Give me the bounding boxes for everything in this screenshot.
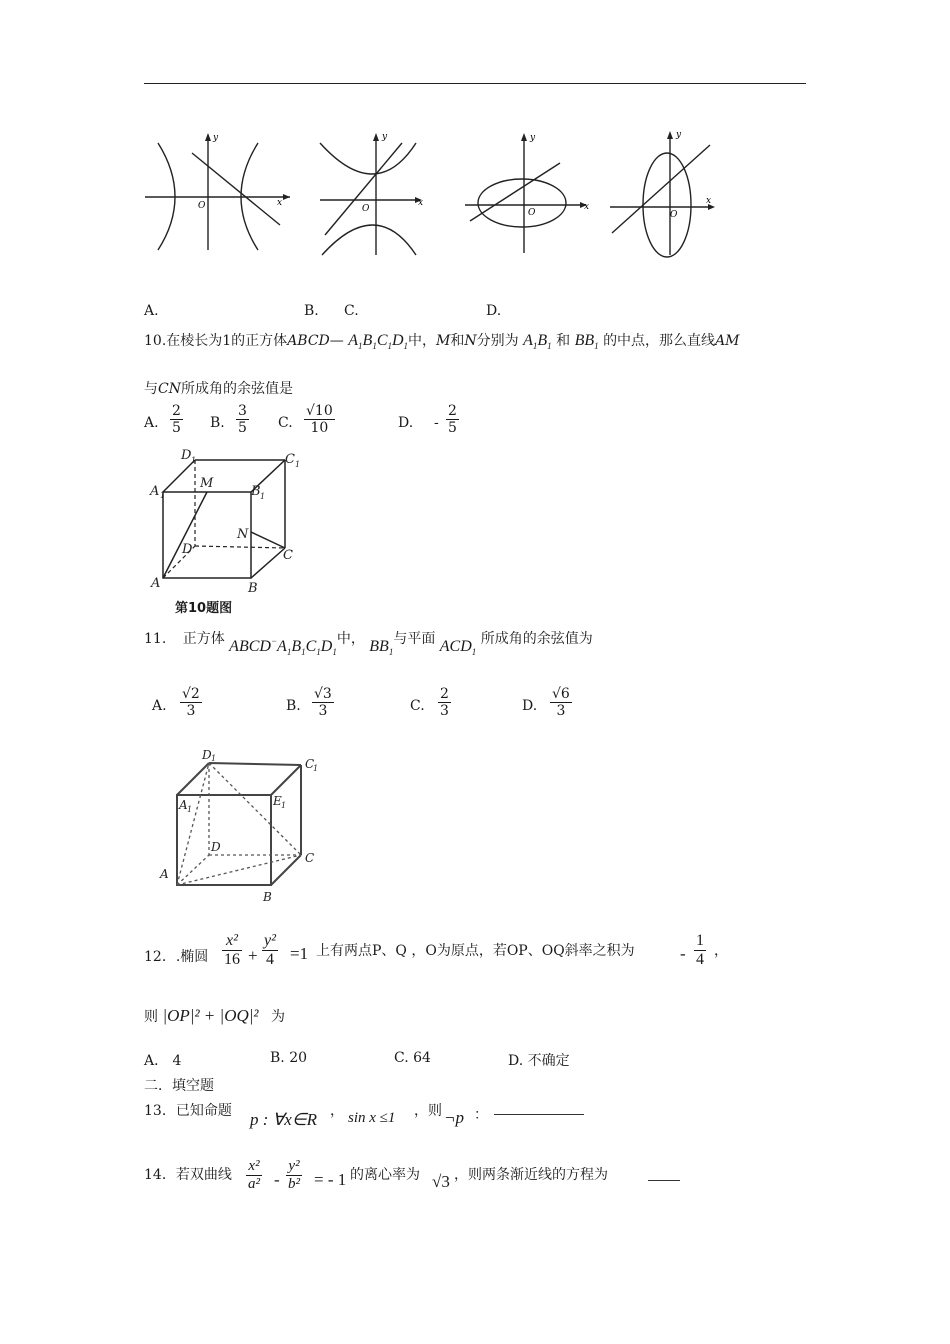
svg-text:1: 1 <box>313 764 319 773</box>
q12-line2: 则 |OP|² + |OQ|² 为 <box>144 1006 285 1025</box>
svg-text:B: B <box>248 581 258 596</box>
graph-d-o: O <box>670 210 678 220</box>
svg-text:D: D <box>181 448 192 463</box>
q9-graphs <box>140 125 730 265</box>
svg-text:C: C <box>305 851 315 865</box>
q10-line2: 与CN所成角的余弦值是 <box>144 381 293 397</box>
q9-option-b: B. <box>304 303 319 319</box>
q10-figure-caption: 第10题图 <box>175 601 233 616</box>
svg-text:M: M <box>200 476 214 491</box>
svg-text:A: A <box>160 867 169 881</box>
q13-answer-blank[interactable] <box>494 1114 584 1115</box>
graph-d-x: x <box>706 196 712 206</box>
graph-c <box>465 133 590 253</box>
svg-text:B: B <box>263 890 272 904</box>
q9-option-d: D. <box>486 303 502 319</box>
graph-a-y: y <box>213 133 219 143</box>
q13-line: 13．已知命题 p : ∀x∈R ， sin x ≤1 ，则 ¬p ： <box>144 1100 644 1130</box>
svg-text:1: 1 <box>160 491 166 500</box>
q14-answer-blank[interactable] <box>648 1180 680 1181</box>
q12-line1: 12．.椭圆 $\frac{\text{x²}}{16}$ + $\frac{\text{y²}}{4}$ =1 上有两点P、Q ，O为原点，若OP、OQ斜率之积为 - $\frac{1}{4}$ ， <box>144 932 728 969</box>
svg-text:1: 1 <box>281 801 287 810</box>
q14-line: 14．若双曲线 $\frac{\text{x²}}{\text{a²}}$ - $\frac{\text{y²}}{\text{b²}}$ = - 1 的离心率为 √3 ，则两条渐近线的方程为 <box>144 1158 764 1208</box>
svg-text:N: N <box>237 527 249 542</box>
svg-text:A: A <box>179 798 188 812</box>
graph-b-o: O <box>362 204 370 214</box>
graph-c-x: x <box>584 202 590 212</box>
svg-text:D: D <box>182 542 193 557</box>
graph-a <box>145 133 290 250</box>
q10-line1: 10.在棱长为1的正方体ABCD— $A_1B_1C_1D_1$中，M和N分别为 $A_1B_1$ 和 $BB_1$ 的中点，那么直线AM <box>144 332 740 351</box>
svg-text:1: 1 <box>187 805 193 814</box>
svg-text:D: D <box>202 748 212 762</box>
graph-b-y: y <box>382 132 388 142</box>
svg-text:1: 1 <box>191 456 197 465</box>
q10-cube-figure <box>145 445 315 615</box>
graph-a-x: x <box>277 198 283 208</box>
svg-text:D: D <box>211 840 221 854</box>
graph-b-x: x <box>418 198 424 208</box>
q12-options: A． 4 B. 20 C. 64 D. 不确定 <box>144 1050 570 1069</box>
graph-d <box>610 131 715 257</box>
svg-text:B: B <box>251 484 261 499</box>
svg-text:C: C <box>285 452 295 467</box>
svg-text:C: C <box>305 757 315 771</box>
svg-text:1: 1 <box>260 492 266 501</box>
q9-option-c: C. <box>344 303 359 319</box>
svg-text:A: A <box>150 484 160 499</box>
q11-cube-figure <box>155 745 330 910</box>
graph-c-y: y <box>530 133 536 143</box>
q11-line: 11. 正方体 $ABCD^-A_1B_1C_1D_1$中， $BB_1$与平面 $ACD_1$ 所成角的余弦值为 <box>144 631 593 657</box>
graph-a-o: O <box>198 201 206 211</box>
q9-option-a: A. <box>144 303 159 319</box>
graph-c-o: O <box>528 208 536 218</box>
svg-text:1: 1 <box>211 754 217 763</box>
svg-text:E: E <box>273 794 282 808</box>
graph-d-y: y <box>676 130 682 140</box>
graph-b <box>320 133 422 255</box>
svg-text:1: 1 <box>295 460 301 469</box>
q11-options: A. $\frac{√2}{3}$ B. $\frac{√3}{3}$ C. $\frac{2}{3}$ D. $\frac{√6}{3}$ <box>152 686 570 720</box>
section-title: 二．填空题 <box>144 1078 214 1094</box>
svg-text:A: A <box>151 576 161 591</box>
header-rule <box>144 83 806 84</box>
svg-text:C: C <box>283 548 293 563</box>
